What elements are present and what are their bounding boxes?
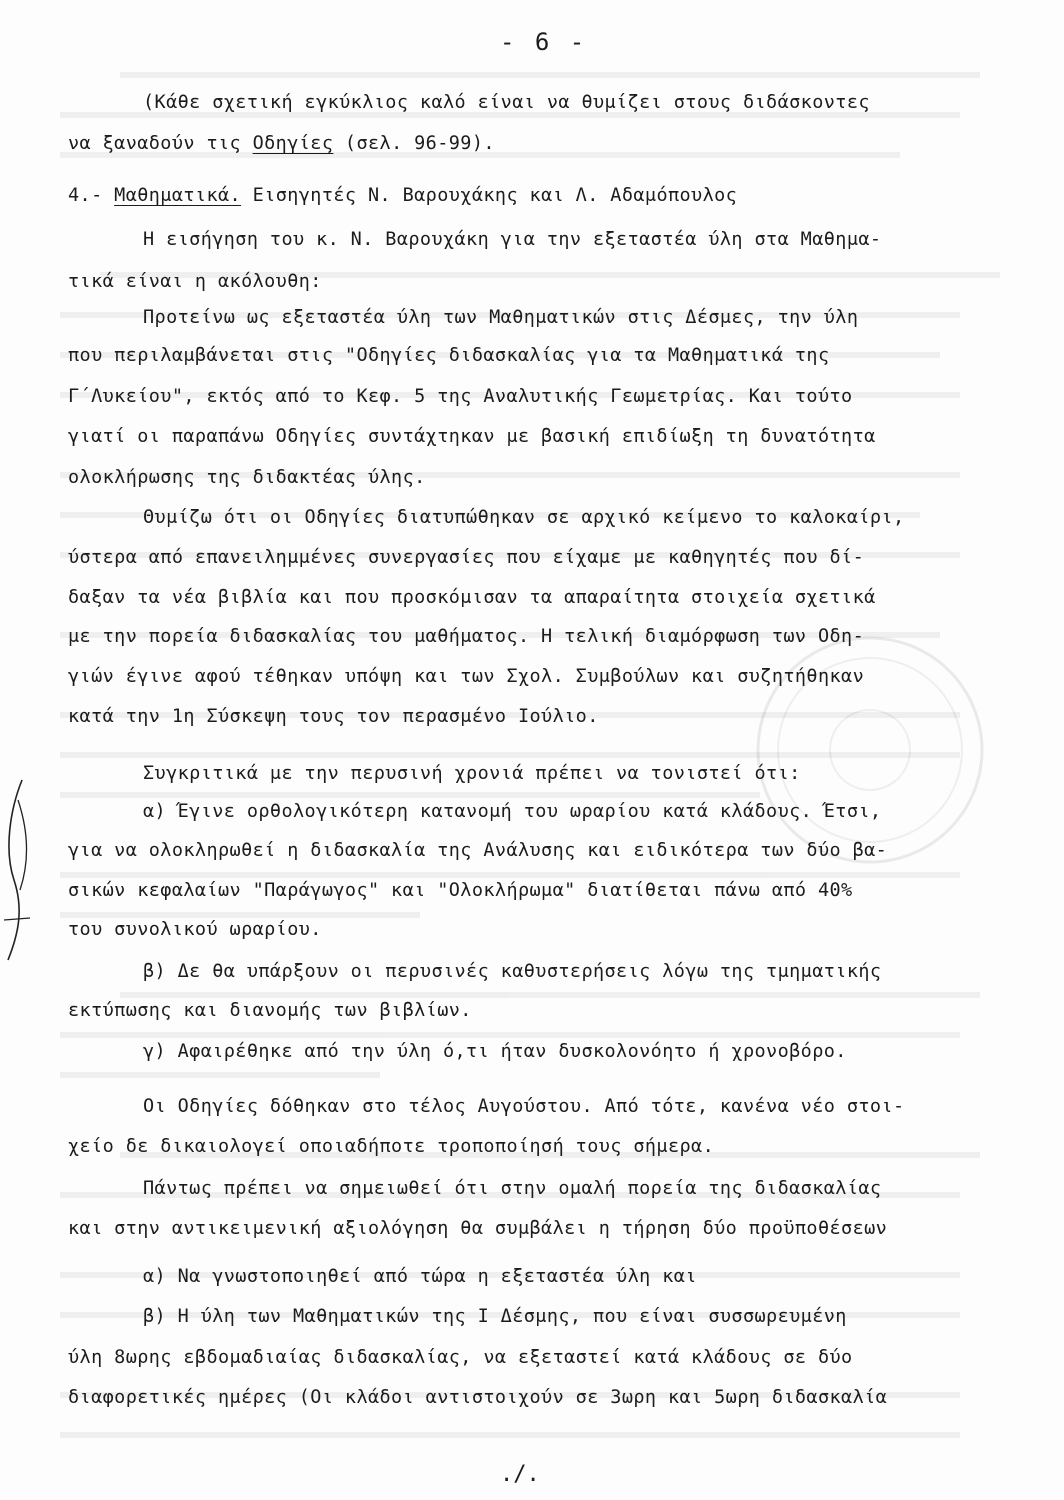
text-line: ύλη 8ωρης εβδομαδιαίας διδασκαλίας, να εξεταστεί κατά κλάδους σε δύο <box>68 1347 853 1368</box>
text-line: β) Δε θα υπάρξουν οι περυσινές καθυστερήσεις λόγω της τμηματικής <box>143 961 882 982</box>
text-line: γιατί οι παραπάνω Οδηγίες συντάχτηκαν με βασική επιδίωξη τη δυνατότητα <box>68 426 876 447</box>
text-line: και στην αντικειμενική αξιολόγηση θα συμβάλει η τήρηση δύο προϋποθέσεων <box>68 1218 888 1239</box>
text-line: δαξαν τα νέα βιβλία και που προσκόμισαν τα απαραίτητα στοιχεία σχετικά <box>68 587 876 608</box>
text-line: να ξαναδούν τις Οδηγίες (σελ. 96-99). <box>68 133 495 154</box>
page-number: - 6 - <box>500 28 588 56</box>
text-line: Οι Οδηγίες δόθηκαν στο τέλος Αυγούστου. Από τότε, κανένα νέο στοι- <box>143 1096 905 1117</box>
text-line: Συγκριτικά με την περυσινή χρονιά πρέπει να τονιστεί ότι: <box>143 763 801 784</box>
text-line: για να ολοκληρωθεί η διδασκαλία της Ανάλυσης και ειδικότερα των δύο βα- <box>68 840 888 861</box>
text-line: α) Να γνωστοποιηθεί από τώρα η εξεταστέα ύλη και <box>143 1266 697 1287</box>
text-line: κατά την 1η Σύσκεψη τους τον περασμένο Ιούλιο. <box>68 706 599 727</box>
text-line: γιών έγινε αφού τέθηκαν υπόψη και των Σχολ. Συμβούλων και συζητήθηκαν <box>68 666 865 687</box>
text-line: ύστερα από επανειλημμένες συνεργασίες που είχαμε με καθηγητές που δί- <box>68 547 865 568</box>
text-line: (Κάθε σχετική εγκύκλιος καλό είναι να θυμίζει στους διδάσκοντες <box>143 92 870 113</box>
continuation-mark: ./. <box>500 1462 540 1487</box>
text-line: Θυμίζω ότι οι Οδηγίες διατυπώθηκαν σε αρχικό κείμενο το καλοκαίρι, <box>143 507 905 528</box>
text-line: με την πορεία διδασκαλίας του μαθήματος. Η τελική διαμόρφωση των Οδη- <box>68 626 865 647</box>
handwritten-margin-mark <box>0 770 40 970</box>
text-line: Γ΄Λυκείου", εκτός από το Κεφ. 5 της Αναλυτικής Γεωμετρίας. Και τούτο <box>68 386 853 407</box>
text-line: α) Έγινε ορθολογικότερη κατανομή του ωραρίου κατά κλάδους. Έτσι, <box>143 801 882 822</box>
text-line: σικών κεφαλαίων "Παράγωγος" και "Ολοκλήρωμα" διατίθεται πάνω από 40% <box>68 880 853 901</box>
text-line: του συνολικού ωραρίου. <box>68 919 322 940</box>
text-line: τικά είναι η ακόλουθη: <box>68 271 322 292</box>
text-line: β) Η ύλη των Μαθηματικών της Ι Δέσμης, που είναι συσσωρευμένη <box>143 1306 847 1327</box>
text-line: ολοκλήρωσης της διδακτέας ύλης. <box>68 467 426 488</box>
text-line: 4.- Μαθηματικά. Εισηγητές Ν. Βαρουχάκης και Λ. Αδαμόπουλος <box>68 185 738 206</box>
text-line: χείο δε δικαιολογεί οποιαδήποτε τροποποίησή τους σήμερα. <box>68 1136 715 1157</box>
text-line: που περιλαμβάνεται στις "Οδηγίες διδασκαλίας για τα Μαθηματικά της <box>68 345 830 366</box>
text-line: εκτύπωσης και διανομής των βιβλίων. <box>68 1000 472 1021</box>
text-line: γ) Αφαιρέθηκε από την ύλη ό,τι ήταν δυσκολονόητο ή χρονοβόρο. <box>143 1041 847 1062</box>
text-line: διαφορετικές ημέρες (Οι κλάδοι αντιστοιχούν σε 3ωρη και 5ωρη διδασκαλία <box>68 1387 888 1408</box>
text-line: Πάντως πρέπει να σημειωθεί ότι στην ομαλή πορεία της διδασκαλίας <box>143 1178 882 1199</box>
text-line: Προτείνω ως εξεταστέα ύλη των Μαθηματικών στις Δέσμες, την ύλη <box>143 307 859 328</box>
text-line: Η εισήγηση του κ. Ν. Βαρουχάκη για την εξεταστέα ύλη στα Μαθημα- <box>143 229 882 250</box>
